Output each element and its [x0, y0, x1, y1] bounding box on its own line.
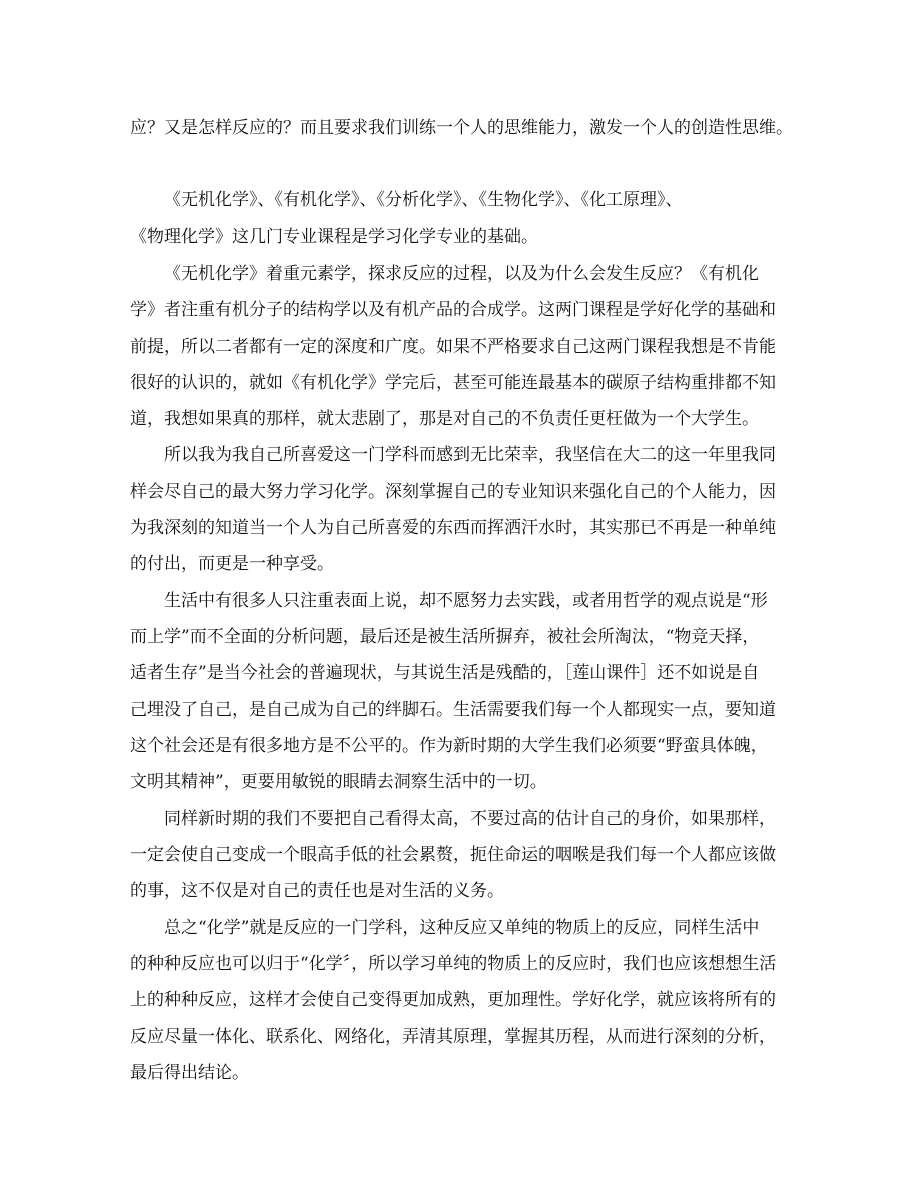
text-line: 为我深刻的知道当一个人为自己所喜爱的东西而挥洒汗水时，其实那已不再是一种单纯 [130, 518, 776, 538]
text-line: 总之“化学”就是反应的一门学科，这种反应又单纯的物质上的反应，同样生活中 [164, 918, 760, 938]
text-line: 的种种反应也可以归于“化学〞，所以学习单纯的物质上的反应时，我们也应该想想生活 [130, 954, 777, 974]
text-line: 而上学”而不全面的分析问题，最后还是被生活所摒弃，被社会所淘汰，“物竞天择， [130, 627, 760, 647]
text-line: 上的种种反应，这样才会使自己变得更加成熟，更加理性。学好化学，就应该将所有的 [130, 990, 776, 1010]
text-line: 适者生存”是当今社会的普遍现状，与其说生活是残酷的，［莲山课件］还不如说是自 [130, 663, 760, 683]
text-line: 的付出，而更是一种享受。 [130, 554, 334, 574]
text-line: 学》者注重有机分子的结构学以及有机产品的合成学。这两门课程是学好化学的基础和 [130, 300, 776, 320]
text-line: 一定会使自己变成一个眼高手低的社会累赘，扼住命运的咽喉是我们每一个人都应该做 [130, 845, 776, 865]
text-line: 很好的认识的，就如《有机化学》学完后，甚至可能连最基本的碳原子结构重排都不知 [130, 373, 776, 393]
text-line: 文明其精神”，更要用敏锐的眼睛去洞察生活中的一切。 [130, 772, 547, 792]
text-line: 前提，所以二者都有一定的深度和广度。如果不严格要求自己这两门课程我想是不肯能 [130, 337, 776, 357]
text-line: 《无机化学》着重元素学，探求反应的过程，以及为什么会发生反应？《有机化 [164, 264, 759, 284]
text-line: 样会尽自己的最大努力学习化学。深刻掌握自己的专业知识来强化自己的个人能力，因 [130, 482, 776, 502]
text-line: 生活中有很多人只注重表面上说，却不愿努力去实践，或者用哲学的观点说是“形 [164, 591, 768, 611]
text-line: 应？又是怎样反应的？而且要求我们训练一个人的思维能力，激发一个人的创造性思维。 [130, 118, 793, 138]
text-line: 己埋没了自己，是自己成为自己的绊脚石。生活需要我们每一个人都现实一点，要知道 [130, 700, 776, 720]
text-line: 反应尽量一体化、联系化、网络化，弄清其原理，掌握其历程，从而进行深刻的分析， [130, 1027, 776, 1047]
text-line: 道，我想如果真的那样，就太悲剧了，那是对自己的不负责任更枉做为一个大学生。 [130, 409, 759, 429]
text-line: 的事，这不仅是对自己的责任也是对生活的义务。 [130, 881, 504, 901]
text-line: 《无机化学》、《有机化学》、《分析化学》、《生物化学》、《化工原理》、 [164, 190, 683, 210]
text-line: 这个社会还是有很多地方是不公平的。作为新时期的大学生我们必须要“野蛮具体魄， [130, 736, 768, 756]
text-line: 最后得出结论。 [130, 1063, 249, 1083]
text-line: 《物理化学》这几门专业课程是学习化学专业的基础。 [130, 227, 538, 247]
text-line: 所以我为我自己所喜爱这一门学科而感到无比荣幸，我坚信在大二的这一年里我同 [164, 445, 776, 465]
text-line: 同样新时期的我们不要把自己看得太高，不要过高的估计自己的身价，如果那样， [164, 809, 776, 829]
